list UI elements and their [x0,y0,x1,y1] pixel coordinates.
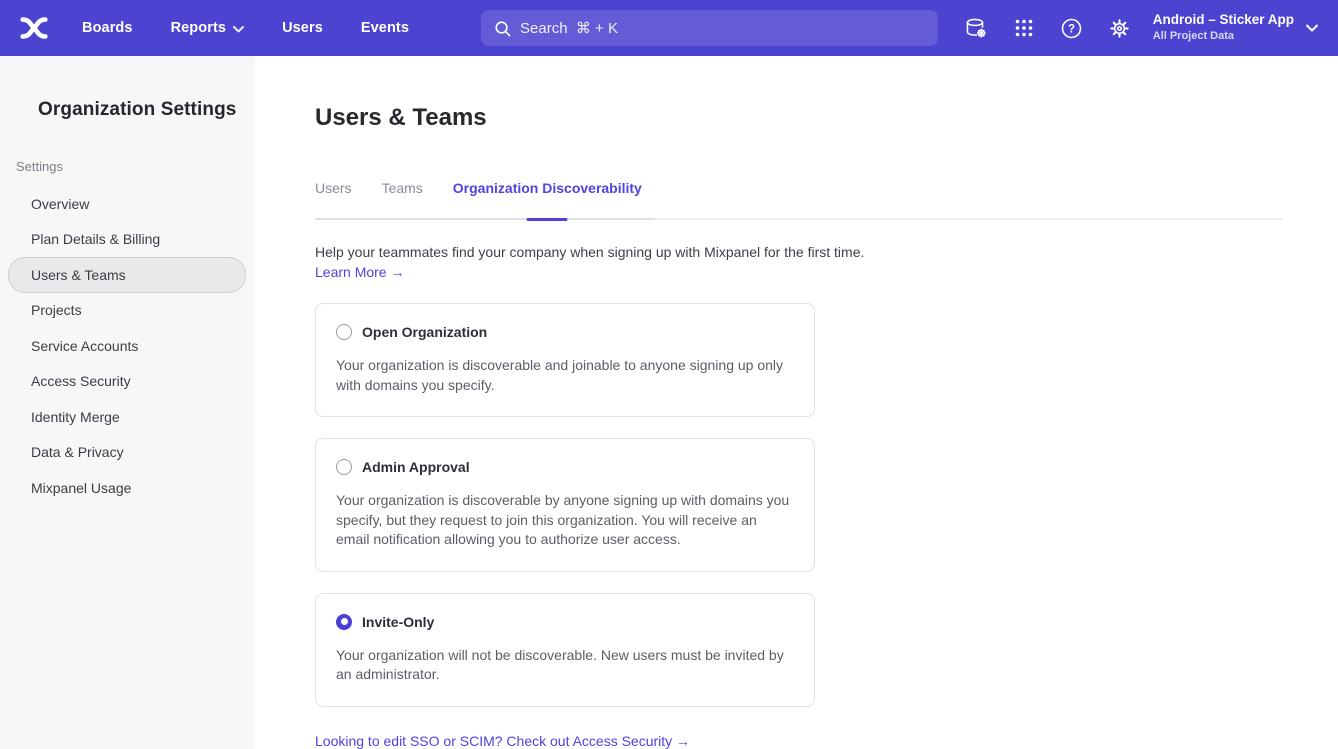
radio-admin-approval[interactable] [336,459,352,475]
radio-invite-only[interactable] [336,614,352,630]
sidebar-item-access-security[interactable]: Access Security [31,373,131,390]
sidebar-item-mixpanel-usage[interactable]: Mixpanel Usage [31,479,132,496]
sidebar-nav [0,186,255,506]
global-search[interactable] [481,10,938,46]
nav-item-users[interactable] [282,20,323,36]
primary-nav [82,20,409,36]
sidebar-item-identity-merge[interactable]: Identity Merge [31,408,120,425]
project-data-scope: All Project Data [1152,30,1235,43]
mixpanel-logo[interactable] [18,13,50,43]
settings-gear-icon[interactable] [1107,15,1133,41]
nav-item-boards[interactable] [82,20,133,36]
option-description: Your organization will not be discoverable. New users must be invited by an administrator. [336,646,784,682]
option-label: Open Organization [362,324,488,340]
data-management-icon[interactable] [963,15,989,41]
tabs-bar [315,180,1283,220]
settings-sidebar [0,56,255,749]
option-label: Admin Approval [362,459,470,475]
search-icon [493,19,512,38]
project-switcher[interactable] [1153,12,1318,44]
apps-grid-icon[interactable] [1011,15,1037,41]
nav-item-label: Boards [82,20,133,36]
option-card-open-organization[interactable] [315,303,815,417]
sidebar-item-plan-details-billing[interactable]: Plan Details & Billing [31,231,161,248]
chevron-down-icon [233,26,244,33]
chevron-down-icon [1306,24,1318,32]
option-label: Invite-Only [362,613,435,630]
discoverability-intro-text: Help your teammates find your company when signing up with Mixpanel for the first time. [315,244,865,260]
tab-users[interactable]: Users [315,180,352,196]
sidebar-item-data-privacy[interactable]: Data & Privacy [31,444,124,461]
nav-item-label: Users [282,20,323,36]
project-name: Android – Sticker App [1152,12,1294,28]
sidebar-section-label: Settings [16,159,63,174]
svg-text:?: ? [1068,23,1076,36]
nav-item-label: Reports [170,20,227,36]
option-description: Your organization is discoverable by anyone signing up with domains you specify, but they request to join this organization. You will receive an email notification allowing you to authorize user access. [336,492,790,547]
main-content [255,56,1338,749]
search-input[interactable] [520,20,926,37]
project-meta [1153,12,1294,44]
tab-organization-discoverability[interactable]: Organization Discoverability [452,180,642,196]
radio-open-organization[interactable] [336,324,352,340]
option-description: Your organization is discoverable and joinable to anyone signing up only with domains you specify. [336,357,784,393]
option-card-admin-approval[interactable] [315,438,815,572]
sidebar-title: Organization Settings [38,99,237,120]
top-navbar [0,0,1338,56]
sidebar-item-projects[interactable]: Projects [31,302,82,319]
option-card-invite-only[interactable] [315,593,815,707]
sidebar-item-overview[interactable]: Overview [31,195,90,212]
page-title: Users & Teams [315,104,487,131]
access-security-footer-link[interactable]: Looking to edit SSO or SCIM? Check out Access Security → [315,732,691,749]
nav-item-label: Events [360,20,410,36]
sidebar-item-users-teams[interactable]: Users & Teams [8,257,246,293]
help-icon[interactable] [1059,15,1085,41]
nav-item-events[interactable] [361,20,409,36]
tab-teams[interactable]: Teams [381,180,423,196]
learn-more-link[interactable]: Learn More → [315,264,405,280]
nav-item-reports[interactable] [171,20,245,36]
navbar-right-group [941,12,1318,44]
sidebar-item-service-accounts[interactable]: Service Accounts [31,337,139,354]
